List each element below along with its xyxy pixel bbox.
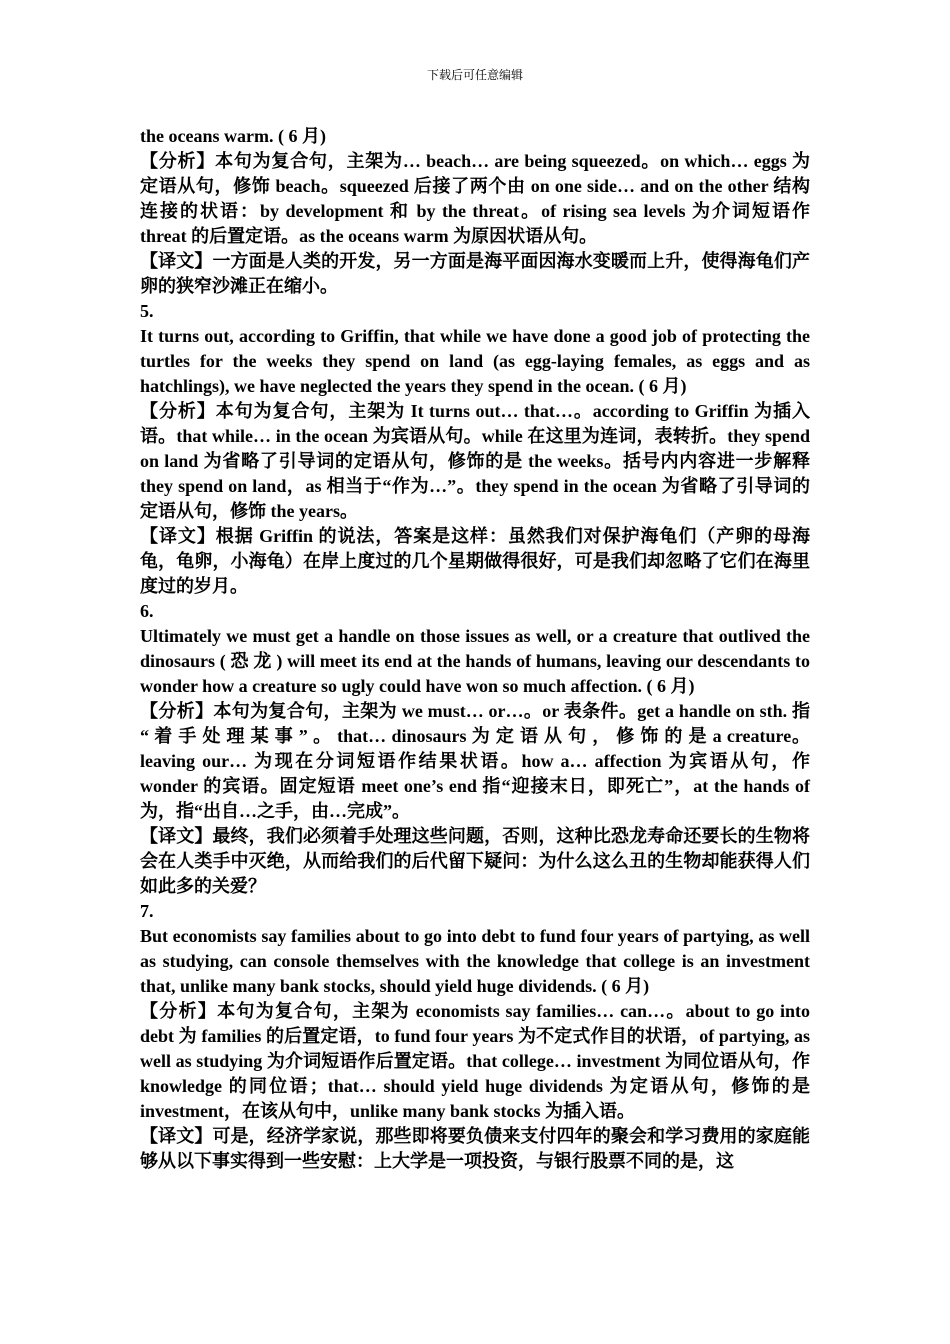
sentence-fragment: the oceans warm. ( 6 月) xyxy=(140,126,326,146)
item-number: 6. xyxy=(140,601,154,621)
translation-paragraph: 【译文】一方面是人类的开发，另一方面是海平面因海水变暖而上升，使得海龟们产卵的狭窄沙滩正在缩小。 xyxy=(140,251,810,296)
item-number: 7. xyxy=(140,901,154,921)
document-body xyxy=(140,124,810,1174)
translation-paragraph: 【译文】最终，我们必须着手处理这些问题，否则，这种比恐龙寿命还要长的生物将会在人类手中灭绝，从而给我们的后代留下疑问：为什么这么丑的生物却能获得人们如此多的关爱？ xyxy=(140,826,810,896)
analysis-paragraph: 【分析】本句为复合句，主架为 It turns out… that…。according to Griffin 为插入语。that while… in the ocean 为宾语从句。while 在这里为连词，表转折。they spend on land 为省略了引导词的定语从句，修饰的是 the weeks。括号内内容进一步解释 they spend on land，as 相当于“作为…”。they spend in the ocean 为省略了引导词的定语从句，修饰 the years。 xyxy=(140,401,810,521)
english-sentence: But economists say families about to go into debt to fund four years of partying, as well as studying, can console themselves with the knowledge that college is an investment that, unlike many bank stocks, should yield huge dividends. ( 6 月) xyxy=(140,926,810,996)
analysis-paragraph: 【分析】本句为复合句，主架为 economists say families… can…。about to go into debt 为 families 的后置定语，to fund four years 为不定式作目的状语，of partying, as well as studying 为介词短语作后置定语。that college… investment 为同位语从句，作 knowledge 的同位语；that… should yield huge dividends 为定语从句，修饰的是 investment，在该从句中，unlike many bank stocks 为插入语。 xyxy=(140,1001,810,1121)
item-number: 5. xyxy=(140,301,154,321)
analysis-paragraph: 【分析】本句为复合句，主架为 we must… or…。or 表条件。get a handle on sth. 指 “ 着 手 处 理 某 事 ” 。 that… dinosaurs 为 定 语 从 句 ， 修 饰 的 是 a creature。leaving our… 为现在分词短语作结果状语。how a… affection 为宾语从句，作 wonder 的宾语。固定短语 meet one’s end 指“迎接末日，即死亡”，at the hands of 为，指“出自…之手，由…完成”。 xyxy=(140,701,811,821)
english-sentence: Ultimately we must get a handle on those issues as well, or a creature that outlived the dinosaurs ( 恐 龙 ) will meet its end at the hands of humans, leaving our descendants to wonder how a creature so ugly could have won so much affection. ( 6 月) xyxy=(140,626,810,696)
translation-paragraph: 【译文】可是，经济学家说，那些即将要负债来支付四年的聚会和学习费用的家庭能够从以下事实得到一些安慰：上大学是一项投资，与银行股票不同的是，这 xyxy=(140,1126,810,1171)
analysis-paragraph: 【分析】本句为复合句，主架为… beach… are being squeezed。on which… eggs 为定语从句，修饰 beach。squeezed 后接了两个由 on one side… and on the other 结构连接的状语：by development 和 by the threat。of rising sea levels 为介词短语作 threat 的后置定语。as the oceans warm 为原因状语从句。 xyxy=(140,151,810,246)
page-header: 下载后可任意编辑 xyxy=(426,68,523,82)
english-sentence: It turns out, according to Griffin, that while we have done a good job of protecting the turtles for the weeks they spend on land (as egg-laying females, as eggs and as hatchlings), we have neglected the years they spend in the ocean. ( 6 月) xyxy=(140,326,810,396)
translation-paragraph: 【译文】根据 Griffin 的说法，答案是这样：虽然我们对保护海龟们（产卵的母海龟，龟卵，小海龟）在岸上度过的几个星期做得很好，可是我们却忽略了它们在海里度过的岁月。 xyxy=(140,526,810,596)
